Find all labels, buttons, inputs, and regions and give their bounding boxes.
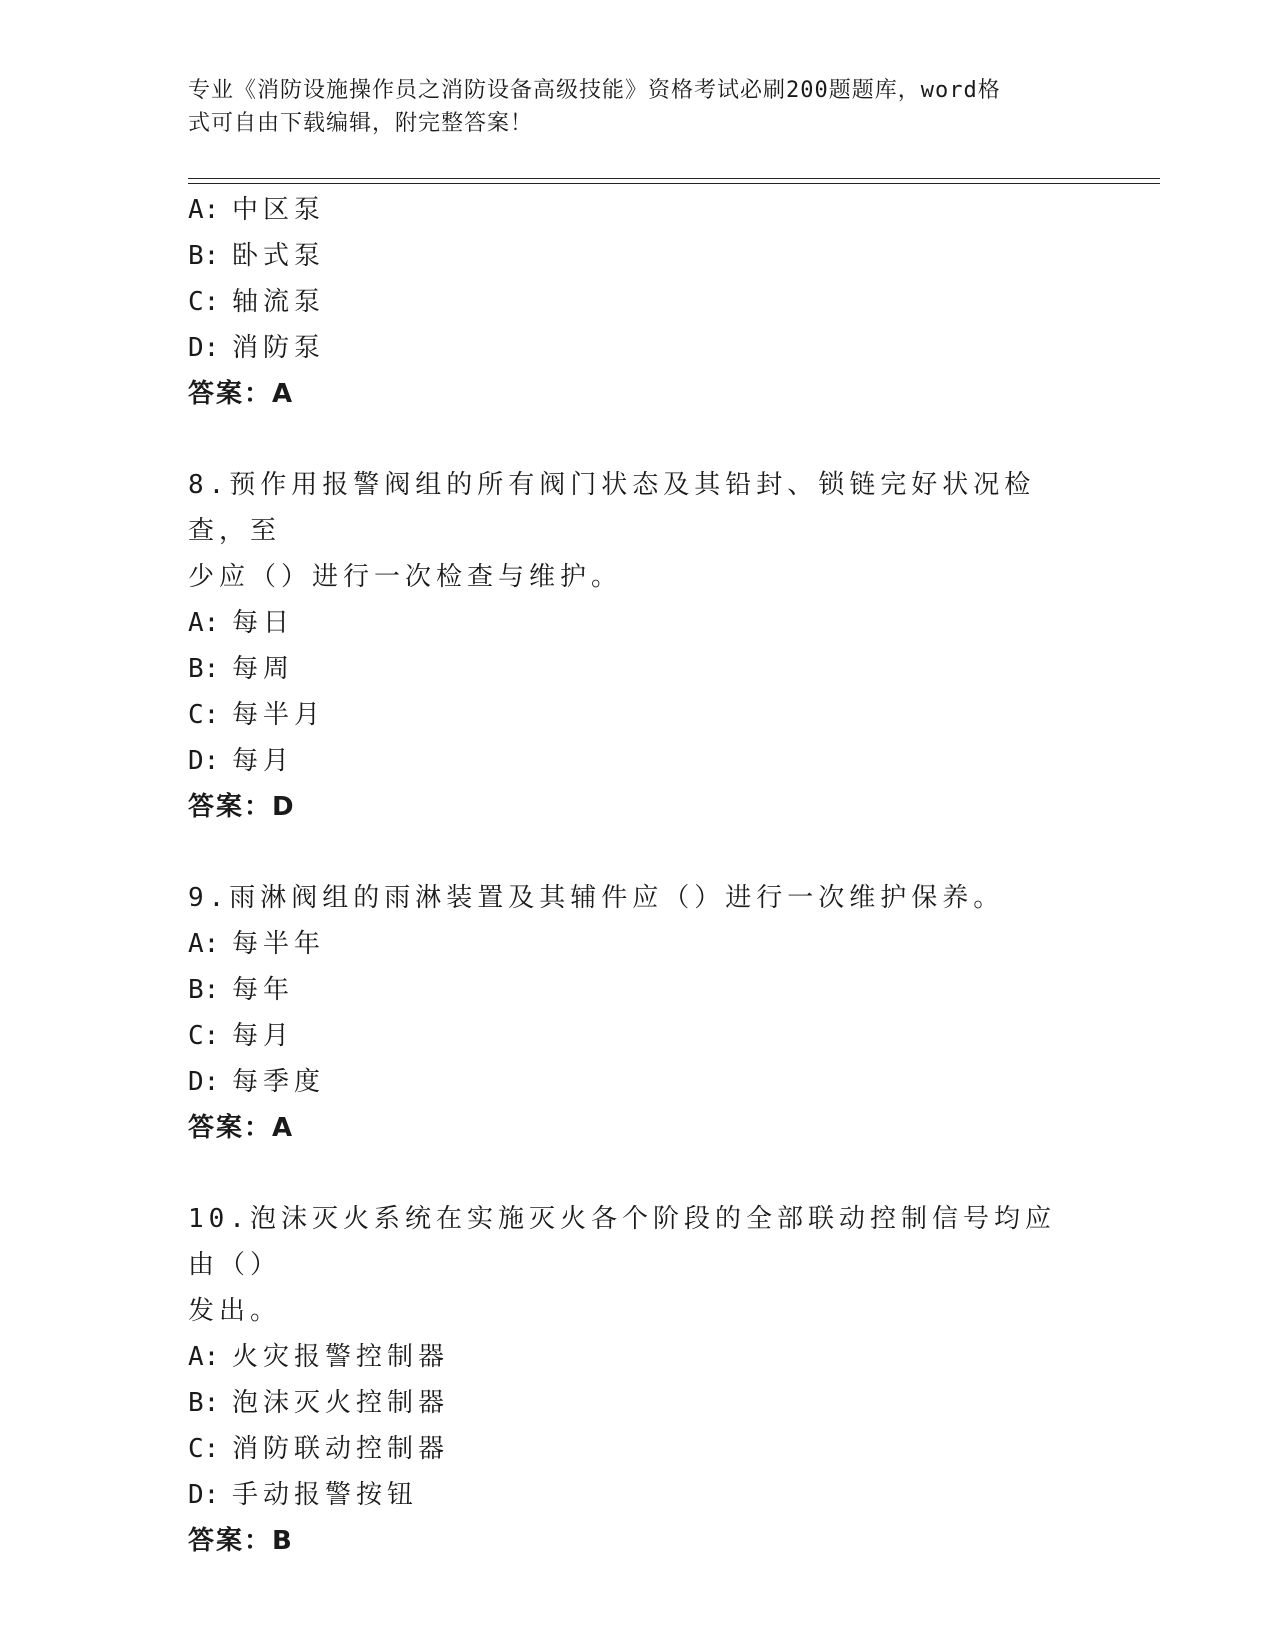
option-b <box>188 646 1068 692</box>
option-text: 每半月 <box>232 700 326 730</box>
option-c <box>188 1013 1068 1059</box>
option-key: D: <box>188 1480 220 1510</box>
option-b <box>188 967 1068 1013</box>
option-text: 消防联动控制器 <box>232 1434 450 1464</box>
option-text: 泡沫灭火控制器 <box>232 1388 450 1418</box>
question-text-line-2: 少应（）进行一次检查与维护。 <box>188 562 623 592</box>
option-key: D: <box>188 746 220 776</box>
question-block-9 <box>188 875 1068 1151</box>
answer-line: 答案：B <box>188 1526 294 1556</box>
question-text-line-1: 8.预作用报警阀组的所有阀门状态及其铅封、锁链完好状况检查，至 <box>188 470 1036 546</box>
option-text: 每周 <box>232 654 295 684</box>
question-text-line-1: 10.泡沫灭火系统在实施灭火各个阶段的全部联动控制信号均应由（） <box>188 1204 1056 1280</box>
document-header <box>188 74 1068 140</box>
option-key: A: <box>188 195 220 225</box>
option-d <box>188 1059 1068 1105</box>
option-key: C: <box>188 1434 220 1464</box>
answer-line: 答案：A <box>188 379 295 409</box>
option-key: B: <box>188 1388 220 1418</box>
option-key: A: <box>188 929 220 959</box>
option-a <box>188 1334 1068 1380</box>
header-title-line-1: 专业《消防设施操作员之消防设备高级技能》资格考试必刷200题题库，word格 <box>188 78 1001 103</box>
option-key: B: <box>188 975 220 1005</box>
option-d <box>188 325 1068 371</box>
option-text: 每月 <box>232 746 295 776</box>
answer-line: 答案：A <box>188 1113 295 1143</box>
option-text: 轴流泵 <box>232 287 326 317</box>
option-a <box>188 187 1068 233</box>
option-text: 每半年 <box>232 929 326 959</box>
header-divider-top <box>188 178 1160 179</box>
option-key: C: <box>188 287 220 317</box>
question-text-line-1: 9.雨淋阀组的雨淋装置及其辅件应（）进行一次维护保养。 <box>188 883 1005 913</box>
option-c <box>188 279 1068 325</box>
option-key: C: <box>188 1021 220 1051</box>
question-list <box>188 187 1068 1564</box>
option-d <box>188 738 1068 784</box>
option-key: A: <box>188 1342 220 1372</box>
option-text: 每季度 <box>232 1067 326 1097</box>
header-divider-bottom <box>188 183 1160 184</box>
option-c <box>188 692 1068 738</box>
option-text: 每年 <box>232 975 295 1005</box>
option-key: B: <box>188 654 220 684</box>
question-text-line-2: 发出。 <box>188 1296 282 1326</box>
option-text: 火灾报警控制器 <box>232 1342 450 1372</box>
option-d <box>188 1472 1068 1518</box>
answer-line: 答案：D <box>188 792 296 822</box>
option-key: D: <box>188 333 220 363</box>
option-b <box>188 233 1068 279</box>
option-text: 手动报警按钮 <box>232 1480 419 1510</box>
option-key: B: <box>188 241 220 271</box>
option-text: 卧式泵 <box>232 241 326 271</box>
question-block-10 <box>188 1196 1068 1564</box>
option-a <box>188 921 1068 967</box>
option-text: 中区泵 <box>232 195 326 225</box>
option-text: 每月 <box>232 1021 295 1051</box>
option-key: C: <box>188 700 220 730</box>
option-c <box>188 1426 1068 1472</box>
option-text: 每日 <box>232 608 295 638</box>
option-key: A: <box>188 608 220 638</box>
option-b <box>188 1380 1068 1426</box>
option-text: 消防泵 <box>232 333 326 363</box>
option-a <box>188 600 1068 646</box>
question-block-8 <box>188 462 1068 830</box>
header-title-line-2: 式可自由下载编辑，附完整答案！ <box>188 111 534 136</box>
question-block-7 <box>188 187 1068 417</box>
option-key: D: <box>188 1067 220 1097</box>
